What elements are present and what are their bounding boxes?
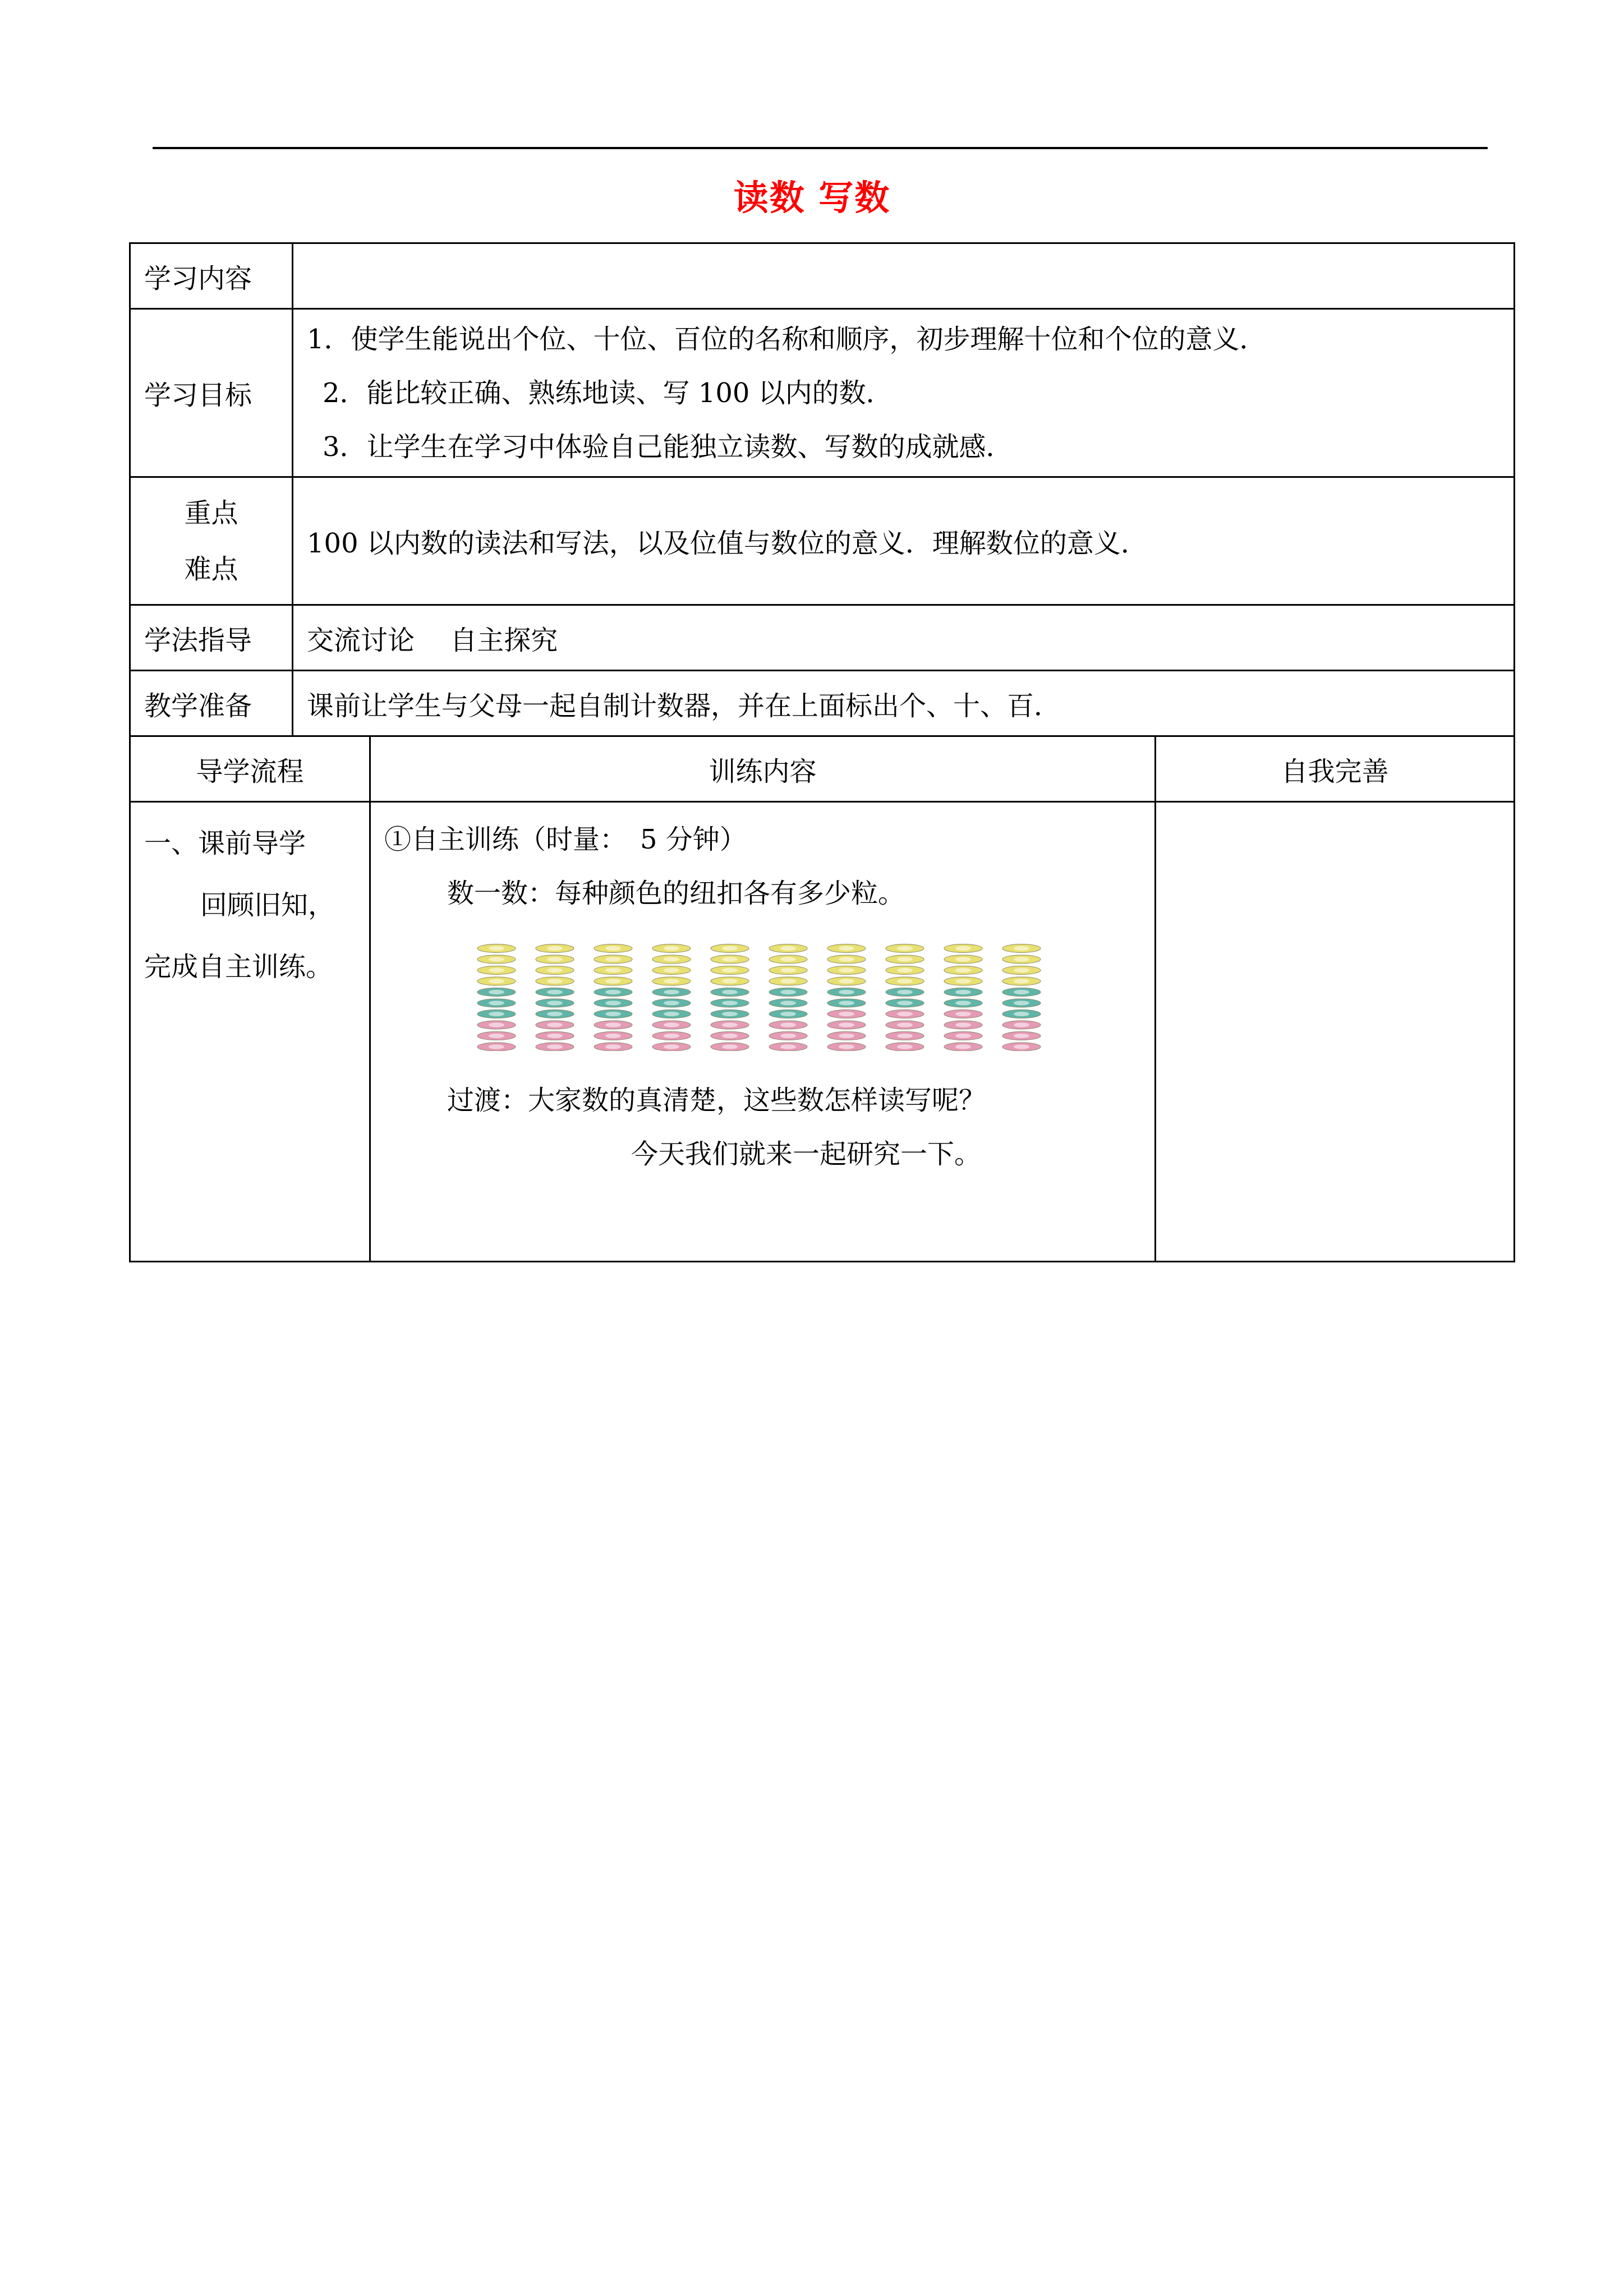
button-yellow [652, 944, 691, 953]
button-yellow [827, 966, 866, 975]
button-teal [769, 999, 807, 1007]
button-teal [711, 1010, 749, 1018]
preparation-label: 教学准备 [130, 671, 293, 736]
button-yellow [827, 955, 866, 963]
button-yellow [1002, 966, 1041, 975]
button-pink [652, 1043, 691, 1051]
button-teal [711, 999, 749, 1007]
button-yellow [652, 966, 691, 975]
button-pink [944, 1021, 982, 1029]
training-heading: ①自主训练（时量： 5 分钟） [384, 824, 747, 855]
button-teal [886, 988, 924, 997]
button-teal [652, 988, 691, 997]
button-pink [536, 1032, 574, 1040]
button-pink [652, 1032, 691, 1040]
button-teal [827, 999, 866, 1007]
button-yellow [536, 966, 574, 975]
button-pink [769, 1021, 807, 1029]
button-yellow [944, 977, 982, 985]
button-yellow [1002, 955, 1041, 963]
header-rule [153, 147, 1488, 149]
button-yellow [827, 977, 866, 985]
button-teal [536, 999, 574, 1007]
button-yellow [594, 955, 632, 963]
button-teal [944, 999, 982, 1007]
button-pink [477, 1032, 516, 1040]
stage-title: 一、课前导学 [144, 828, 306, 859]
button-teal [594, 999, 632, 1007]
button-yellow [886, 966, 924, 975]
button-yellow [769, 955, 807, 963]
button-teal [944, 988, 982, 997]
method-label: 学法指导 [130, 605, 293, 671]
key-points-value: 100 以内数的读法和写法，以及位值与数位的意义．理解数位的意义． [293, 477, 1515, 605]
button-pink [1002, 1043, 1041, 1051]
button-yellow [1002, 944, 1041, 953]
lesson-plan-table [129, 242, 1515, 1262]
button-teal [886, 999, 924, 1007]
goals-list [293, 309, 1515, 477]
button-teal [827, 988, 866, 997]
button-teal [1002, 988, 1041, 997]
goal-item: 1．使学生能说出个位、十位、百位的名称和顺序，初步理解十位和个位的意义． [307, 323, 1267, 355]
button-pink [769, 1043, 807, 1051]
row-goals [130, 309, 1515, 477]
button-pink [886, 1043, 924, 1051]
goals-label: 学习目标 [130, 309, 293, 477]
flow-stage-cell [130, 802, 370, 1262]
button-pink [711, 1043, 749, 1051]
transition-text-2: 今天我们就来一起研究一下。 [631, 1138, 982, 1170]
button-yellow [944, 944, 982, 953]
button-pink [477, 1043, 516, 1051]
button-pink [827, 1021, 866, 1029]
button-yellow [594, 977, 632, 985]
flow-training-cell [370, 802, 1156, 1262]
button-yellow [594, 966, 632, 975]
button-pink [944, 1032, 982, 1040]
button-pink [536, 1043, 574, 1051]
stage-line-3: 完成自主训练。 [144, 951, 333, 983]
button-pink [886, 1032, 924, 1040]
button-pink [711, 1032, 749, 1040]
button-yellow [944, 966, 982, 975]
button-yellow [536, 955, 574, 963]
button-pink [477, 1021, 516, 1029]
page-title: 读数 写数 [733, 177, 891, 218]
row-method [130, 605, 1515, 671]
method-value: 交流讨论 自主探究 [293, 605, 1515, 671]
button-yellow [652, 977, 691, 985]
button-teal [769, 1010, 807, 1018]
button-pink [594, 1043, 632, 1051]
button-pink [536, 1021, 574, 1029]
button-yellow [827, 944, 866, 953]
button-teal [594, 988, 632, 997]
button-yellow [944, 955, 982, 963]
button-pink [827, 1010, 866, 1018]
button-yellow [711, 955, 749, 963]
button-yellow [711, 977, 749, 985]
button-yellow [652, 955, 691, 963]
preparation-value: 课前让学生与父母一起自制计数器，并在上面标出个、十、百． [293, 671, 1515, 736]
button-pink [1002, 1032, 1041, 1040]
button-yellow [536, 944, 574, 953]
button-yellow [536, 977, 574, 985]
transition-text: 过渡：大家数的真清楚，这些数怎样读写呢？ [447, 1085, 986, 1116]
button-teal [1002, 1010, 1041, 1018]
button-pink [944, 1010, 982, 1018]
button-pink [827, 1043, 866, 1051]
flow-header-self-improve: 自我完善 [1156, 736, 1515, 802]
flow-header-row [130, 736, 1515, 802]
button-yellow [711, 944, 749, 953]
button-pink [1002, 1021, 1041, 1029]
button-pink [886, 1021, 924, 1029]
row-preparation [130, 671, 1515, 736]
button-yellow [477, 944, 516, 953]
content-value [293, 243, 1515, 309]
button-teal [1002, 999, 1041, 1007]
button-grid [474, 942, 1069, 1051]
button-yellow [477, 966, 516, 975]
button-teal [477, 1010, 516, 1018]
goal-item: 3．让学生在学习中体验自己能独立读数、写数的成就感． [323, 431, 1013, 463]
button-pink [652, 1021, 691, 1029]
button-pink [827, 1032, 866, 1040]
button-teal [652, 999, 691, 1007]
button-pink [944, 1043, 982, 1051]
button-grid-image [474, 942, 1141, 1051]
training-prompt: 数一数：每种颜色的纽扣各有多少粒。 [447, 878, 905, 909]
button-yellow [1002, 977, 1041, 985]
button-yellow [769, 944, 807, 953]
button-yellow [886, 944, 924, 953]
row-key-points [130, 477, 1515, 605]
button-pink [711, 1021, 749, 1029]
button-yellow [594, 944, 632, 953]
button-teal [711, 988, 749, 997]
button-pink [886, 1010, 924, 1018]
self-improve-cell [1156, 802, 1515, 1262]
button-teal [769, 988, 807, 997]
button-pink [594, 1021, 632, 1029]
button-teal [536, 988, 574, 997]
button-pink [769, 1032, 807, 1040]
button-yellow [477, 977, 516, 985]
flow-header-stage: 导学流程 [130, 736, 370, 802]
button-yellow [477, 955, 516, 963]
button-teal [477, 988, 516, 997]
content-label: 学习内容 [130, 243, 293, 309]
key-point-label-top: 重点 [184, 497, 238, 529]
button-teal [477, 999, 516, 1007]
button-yellow [769, 977, 807, 985]
button-teal [536, 1010, 574, 1018]
button-yellow [769, 966, 807, 975]
button-teal [652, 1010, 691, 1018]
goal-item: 2．能比较正确、熟练地读、写 100 以内的数． [323, 377, 893, 409]
stage-line-2: 回顾旧知， [200, 889, 335, 921]
key-points-label [130, 477, 293, 605]
button-pink [594, 1032, 632, 1040]
button-yellow [886, 955, 924, 963]
key-point-label-bottom: 难点 [184, 553, 238, 585]
button-yellow [886, 977, 924, 985]
flow-body-row [130, 802, 1515, 1262]
button-yellow [711, 966, 749, 975]
button-teal [594, 1010, 632, 1018]
row-content [130, 243, 1515, 309]
flow-header-training: 训练内容 [370, 736, 1156, 802]
